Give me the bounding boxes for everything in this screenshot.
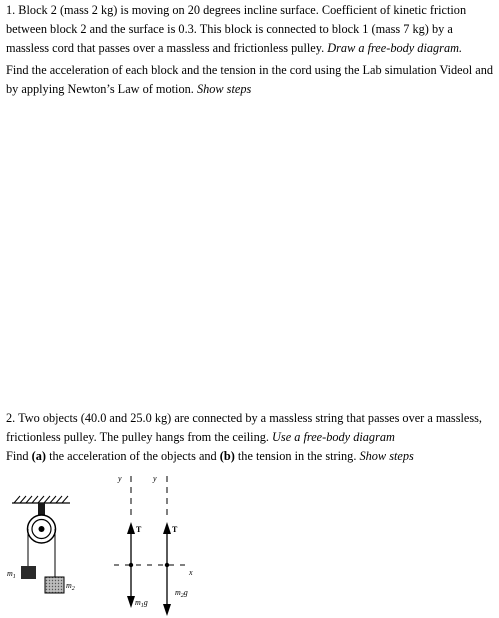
block-m1 (21, 566, 36, 579)
problem-1-task-text: Find the acceleration of each block and the tension in the cord using the Lab simulation Videol and by applying Newton’s Law of motion. (6, 63, 494, 96)
weight-label-2: $m_2g$ (175, 588, 188, 599)
problem-2-task-instruction: Show steps (359, 449, 414, 463)
weight-arrow-2 (163, 604, 171, 616)
problem-2-task-find: Find (6, 449, 29, 463)
tension-arrow-1 (127, 522, 135, 534)
tension-label-1: T (136, 525, 142, 534)
x-axis-label: x (189, 568, 193, 577)
fbd1-y-axis-label: y (118, 474, 122, 483)
tension-label-2: T (172, 525, 178, 534)
weight-arrow-1 (127, 596, 135, 608)
ceiling (12, 496, 70, 503)
pulley (28, 515, 56, 543)
problem-2-task-post: the tension in the string. (237, 449, 357, 463)
fbd2-y-axis-label: y (153, 474, 157, 483)
problem-2-text: 2. Two objects (40.0 and 25.0 kg) are connected by a massless string that passes over a massless, frictionless pulley. The pulley hangs from the ceiling. (6, 411, 482, 444)
problem-1-text: 1. Block 2 (mass 2 kg) is moving on 20 degrees incline surface. Coefficient of kinetic friction between block 2 and the surface is 0.3. This block is connected to block 1 (mass 7 kg) by a massless cord that passes over a massless and frictionless pulley. (6, 3, 467, 55)
problem-2-task-mid: the acceleration of the objects and (49, 449, 217, 463)
problem-1-instruction: Draw a free-body diagram. (327, 41, 463, 55)
block-m2 (45, 577, 64, 593)
problem-2-part-a: (a) (31, 449, 46, 463)
tension-arrow-2 (163, 522, 171, 534)
problem-1-task-instruction: Show steps (196, 82, 252, 96)
problem-2-part-b: (b) (219, 449, 235, 463)
problem-2-instruction: Use a free-body diagram (272, 430, 395, 444)
weight-label-1: $m_1g$ (135, 598, 148, 609)
block-m1-label: $m_1$ (7, 569, 16, 580)
fbd-block-2 (163, 522, 171, 616)
block-m2-label: $m_2$ (66, 581, 75, 592)
